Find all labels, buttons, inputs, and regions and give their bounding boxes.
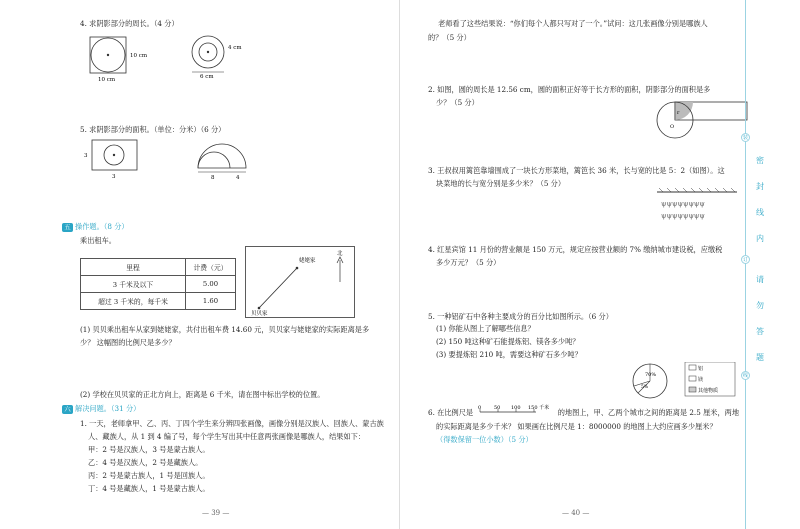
pie-label-magnesium: 5%	[641, 385, 649, 390]
legend-swatch-3	[689, 387, 696, 392]
seal-char: 请	[756, 275, 764, 284]
subq-1-line-b: 少？ 这幅图的比例尺是多少？	[80, 338, 176, 347]
label-r: r	[677, 110, 680, 116]
scale-tick-150: 150 千米	[528, 405, 550, 411]
legend-other: 其他物质	[698, 388, 719, 394]
label-o: O	[670, 124, 675, 130]
scale-bar-figure	[476, 403, 558, 417]
section-5-title: 操作题。（8 分）	[75, 222, 129, 231]
subq-1-line-a: (1) 贝贝乘出租车从家到姥姥家，共付出租车费 14.60 元，贝贝家与姥姥家的实际距离是多	[80, 325, 370, 334]
question-5-text: 5. 求阴影部分的面积。（单位：分米）（6 分）	[80, 125, 226, 134]
svg-text:ψψψψψψψψ: ψψψψψψψψ	[661, 200, 705, 208]
problem-4-line-a: 4. 红星宾馆 11 月份的营业额是 150 万元，规定应按营业额的 7% 缴纳城市建设税，应缴税	[428, 245, 723, 254]
table-cell: 3 千米及以下	[81, 276, 186, 293]
seal-char: 内	[756, 234, 764, 243]
table-cell: 超过 3 千米的，每千米	[81, 293, 186, 310]
question-4-figures	[80, 32, 280, 82]
small-semicircle	[198, 152, 230, 168]
legend-swatch-2	[689, 376, 696, 381]
problem-3-line-a: 3. 王叔叔用篱笆靠墙围成了一块长方形菜地，篱笆长 36 米，长与宽的比是 5：2（如图）。这	[428, 166, 725, 175]
section-5-heading	[62, 221, 129, 232]
problem-5-sub1: (1) 你能从图上了解哪些信息？	[436, 324, 535, 333]
problem-6-line-a	[428, 407, 739, 418]
circle-rectangle-figure	[650, 100, 750, 150]
legend-aluminum: 铝	[698, 366, 704, 372]
problem-1-line-a: 1. 一天，老师拿甲、乙、丙、丁四个学生来分辨四张画像，画像分别是汉族人、回族人、蒙古族	[80, 419, 384, 428]
problem-1-line-b: 人、藏族人，从 1 到 4 编了号，每个学生写出其中任意两张画像是哪族人，结果如下：	[88, 432, 366, 441]
problem-1-line-d: 乙：4 号是汉族人，2 号是藏族人。	[88, 458, 203, 467]
section-5-subtitle: 乘出租车。	[80, 236, 116, 245]
problem-5-sub3: (3) 要提炼铝 210 吨，需要这种矿石多少吨？	[436, 350, 582, 359]
big-semicircle	[198, 144, 246, 168]
map-label-grandma: 姥姥家	[299, 258, 316, 264]
q5-dim-2: 3	[84, 153, 88, 159]
subq-2-text: (2) 学校在贝贝家的正北方向上，距离是 6 千米，请在图中标出学校的位置。	[80, 390, 325, 399]
problem-6-line-c: （得数保留一位小数）（5 分）	[436, 435, 533, 444]
seal-char: 题	[756, 353, 764, 362]
problem-2-line-b: 少？（5 分）	[436, 98, 479, 107]
scale-tick-100: 100	[511, 405, 521, 411]
problem-1-line-e: 丙：2 号是蒙古族人，1 号是回族人。	[88, 471, 210, 480]
concentric-center-dot	[207, 51, 209, 53]
problem-4-line-b: 多少万元？（5 分）	[436, 258, 501, 267]
problem-1-cont-a: 老师看了这些结果说：“你们每个人都只写对了一个。”试问：这几张画像分别是哪族人	[438, 19, 708, 28]
center-dot	[107, 54, 109, 56]
vegetable-icons	[661, 200, 705, 220]
problem-6-line-b: 的实际距离是多少千米？ 如果画在比例尺是 1：8000000 的地图上大约应画多少厘米？	[436, 422, 717, 431]
table-row	[81, 293, 236, 310]
taxi-fare-table	[80, 258, 236, 310]
seal-char: 密	[756, 156, 764, 165]
problem-1-cont-b: 的？（5 分）	[428, 33, 471, 42]
table-row	[81, 276, 236, 293]
seal-dot-1: 装	[742, 135, 748, 141]
table-header-fare: 计费（元）	[186, 259, 236, 276]
table-row	[81, 259, 236, 276]
question-5-figures	[80, 138, 280, 180]
map-north-label: 北	[337, 251, 343, 257]
taxi-map-figure	[245, 246, 355, 318]
seal-char: 勿	[756, 301, 764, 310]
problem-5-text: 5. 一种铝矿石中各种主要成分的百分比如图所示。（6 分）	[428, 312, 613, 321]
route-line	[259, 268, 297, 308]
q5-dim-3: 3	[112, 174, 116, 180]
q4-dim-side: 10 cm	[130, 53, 148, 59]
section-6-title: 解决问题。（31 分）	[75, 404, 141, 413]
legend-magnesium: 镁	[698, 377, 704, 383]
q5-dim-8: 8	[211, 175, 215, 180]
pie-label-aluminum: 70%	[645, 372, 657, 378]
problem-1-line-f: 丁：4 号是藏族人，1 号是蒙古族人。	[88, 484, 210, 493]
section-5-icon: 五	[62, 223, 73, 232]
question-4-text: 4. 求阴影部分的周长。（4 分）	[80, 19, 179, 28]
seal-char: 线	[756, 208, 764, 217]
problem-6-prefix: 6. 在比例尺是	[428, 408, 474, 417]
q5-dim-4: 4	[236, 175, 240, 180]
problem-6-suffix: 的地图上，甲、乙两个城市之间的距离是 2.5 厘米，两地	[557, 408, 740, 417]
table-header-mileage: 里程	[81, 259, 186, 276]
page-number-left: — 39 —	[202, 509, 230, 517]
seal-char: 答	[756, 327, 764, 336]
problem-2-line-a: 2. 如图，圆的周长是 12.56 cm，圆的面积正好等于长方形的面积，阴影部分的面积是多	[428, 85, 711, 94]
fence-garden-figure	[655, 188, 740, 228]
scale-tick-50: 50	[494, 405, 501, 411]
map-label-beibei: 贝贝家	[251, 311, 268, 317]
q4-dim-bottom: 10 cm	[98, 77, 116, 82]
q4-dim-4cm: 4 cm	[228, 45, 242, 51]
problem-3-line-b: 块菜地的长与宽分别是多少米？（5 分）	[436, 179, 566, 188]
seal-char: 封	[756, 182, 764, 191]
scale-tick-0: 0	[478, 405, 482, 411]
seal-dot-2: 订	[742, 257, 748, 263]
seal-dot-3: 线	[742, 373, 748, 379]
svg-text:ψψψψψψψψ: ψψψψψψψψ	[661, 212, 705, 220]
table-cell: 5.00	[186, 276, 236, 293]
q4-dim-6cm: 6 cm	[200, 74, 214, 80]
legend-swatch-1	[689, 365, 696, 370]
right-page	[400, 0, 800, 529]
problem-5-sub2: (2) 150 吨这种矿石能提炼铝、镁各多少吨？	[436, 337, 580, 346]
section-6-heading	[62, 403, 140, 414]
seal-line	[745, 0, 746, 529]
section-6-icon: 六	[62, 405, 73, 414]
page-number-right: — 40 —	[562, 509, 590, 517]
table-cell: 1.60	[186, 293, 236, 310]
problem-1-line-c: 甲：2 号是汉族人，3 号是蒙古族人。	[88, 445, 210, 454]
ore-pie-chart	[632, 362, 742, 402]
